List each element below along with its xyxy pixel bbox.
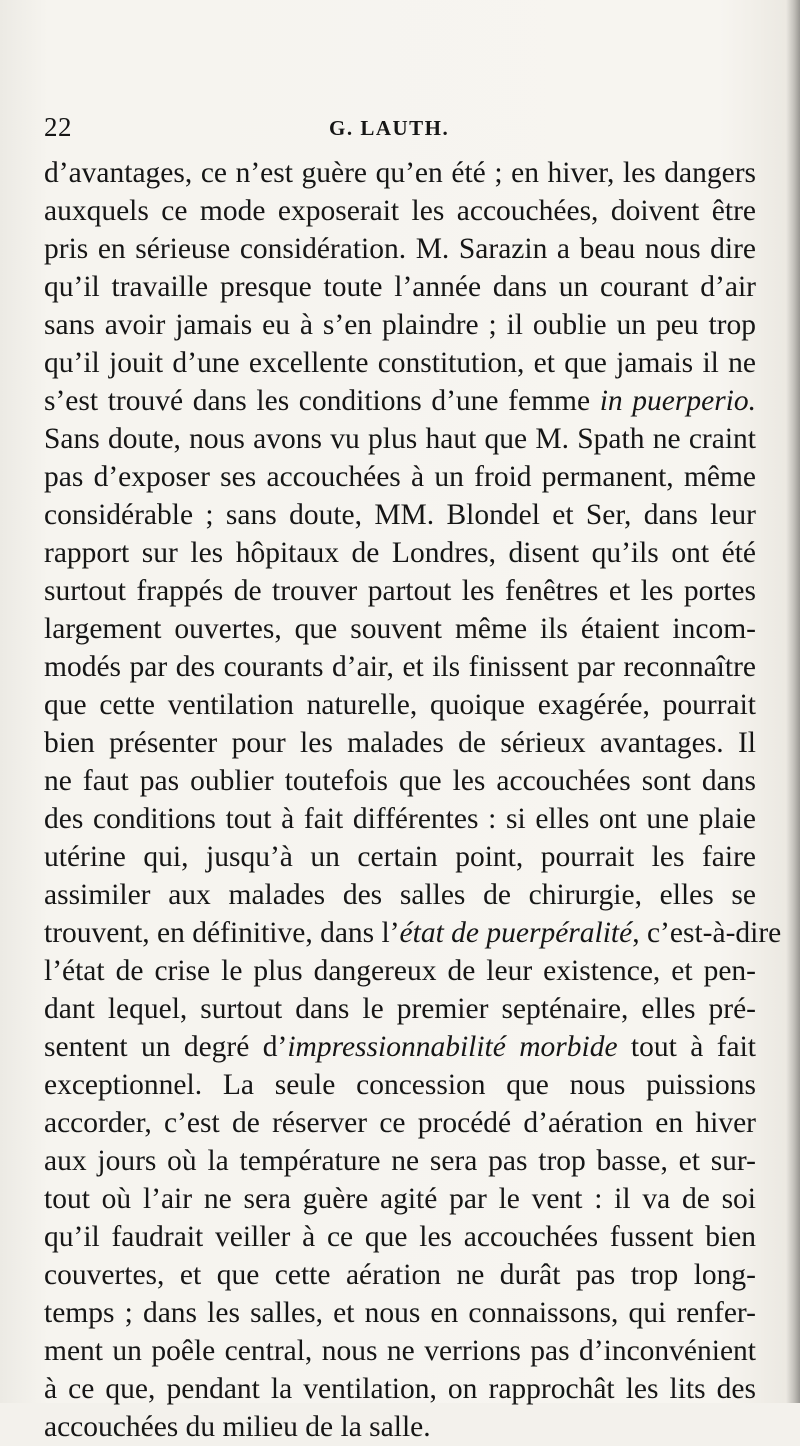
text-line <box>44 268 756 306</box>
text-segment: , c’est-à-dire <box>632 917 782 949</box>
text-line <box>44 306 756 344</box>
text-line <box>44 990 756 1028</box>
text-line <box>44 1104 756 1142</box>
text-line <box>44 610 756 648</box>
text-segment: qu’il jouit d’une excellente constitution, et que jamais il ne <box>44 347 756 379</box>
text-line <box>44 762 756 800</box>
text-segment: temps ; dans les salles, et nous en connaissons, qui renfer- <box>44 1297 756 1329</box>
text-segment: couvertes, et que cette aération ne durât pas trop long- <box>44 1259 756 1291</box>
text-segment: dant lequel, surtout dans le premier septénaire, elles pré- <box>44 993 756 1025</box>
text-segment: bien présenter pour les malades de sérieux avantages. Il <box>44 727 756 759</box>
text-line <box>44 876 756 914</box>
text-segment: qu’il faudrait veiller à ce que les accouchées fussent bien <box>44 1221 756 1253</box>
text-segment: considérable ; sans doute, MM. Blondel et Ser, dans leur <box>44 499 756 531</box>
text-line <box>44 192 756 230</box>
text-line <box>44 1370 756 1408</box>
text-line <box>44 1218 756 1256</box>
text-segment: sentent un degré d’ <box>44 1031 288 1063</box>
text-segment: des conditions tout à fait différentes : si elles ont une plaie <box>44 803 756 835</box>
text-line <box>44 458 756 496</box>
text-segment: s’est trouvé dans les conditions d’une femme <box>44 385 600 417</box>
text-line <box>44 952 756 990</box>
running-head: G. LAUTH. <box>329 116 450 140</box>
page-edge-shadow <box>786 0 800 1403</box>
text-line <box>44 1256 756 1294</box>
text-line <box>44 686 756 724</box>
text-line <box>44 534 756 572</box>
text-segment: assimiler aux malades des salles de chirurgie, elles se <box>44 879 756 911</box>
italic-segment: in puerperio. <box>599 385 757 417</box>
text-segment: accorder, c’est de réserver ce procédé d’aération en hiver <box>44 1107 756 1139</box>
text-line <box>44 1028 756 1066</box>
text-line <box>44 572 756 610</box>
text-segment: modés par des courants d’air, et ils finissent par reconnaître <box>44 651 756 683</box>
text-segment: que cette ventilation naturelle, quoique exagérée, pourrait <box>44 689 756 721</box>
text-line <box>44 1408 756 1446</box>
text-line <box>44 230 756 268</box>
text-line <box>44 648 756 686</box>
text-segment: tout où l’air ne sera guère agité par le vent : il va de soi <box>44 1183 756 1215</box>
text-line <box>44 1066 756 1104</box>
text-line <box>44 800 756 838</box>
text-line <box>44 838 756 876</box>
text-line <box>44 1142 756 1180</box>
text-segment: ment un poêle central, nous ne verrions pas d’inconvénient <box>44 1335 756 1367</box>
text-line <box>44 344 756 382</box>
text-line <box>44 154 756 192</box>
italic-segment: impressionnabilité morbide <box>287 1031 618 1063</box>
text-segment: auxquels ce mode exposerait les accouchées, doivent être <box>44 195 756 227</box>
text-line <box>44 724 756 762</box>
text-segment: sans avoir jamais eu à s’en plaindre ; il oublie un peu trop <box>44 309 756 341</box>
text-line <box>44 1294 756 1332</box>
text-segment: d’avantages, ce n’est guère qu’en été ; en hiver, les dangers <box>44 157 756 189</box>
page-number: 22 <box>44 112 72 142</box>
text-segment: exceptionnel. La seule concession que nous puissions <box>44 1069 756 1101</box>
text-segment: utérine qui, jusqu’à un certain point, pourrait les faire <box>44 841 756 873</box>
text-segment: ne faut pas oublier toutefois que les accouchées sont dans <box>44 765 756 797</box>
text-segment: accouchées du milieu de la salle. <box>44 1411 431 1443</box>
body-text <box>44 154 782 1446</box>
page-header <box>44 108 756 148</box>
text-line <box>44 1332 756 1370</box>
italic-segment: état de puerpéralité <box>399 917 633 949</box>
text-segment: tout à fait <box>617 1031 757 1063</box>
text-segment: l’état de crise le plus dangereux de leur existence, et pen- <box>44 955 756 987</box>
text-segment: qu’il travaille presque toute l’année dans un courant d’air <box>44 271 756 303</box>
text-segment: pris en sérieuse considération. M. Sarazin a beau nous dire <box>44 233 756 265</box>
text-segment: aux jours où la température ne sera pas trop basse, et sur- <box>44 1145 756 1177</box>
text-line <box>44 1180 756 1218</box>
text-segment: Sans doute, nous avons vu plus haut que M. Spath ne craint <box>44 423 756 455</box>
text-line <box>44 496 756 534</box>
text-segment: à ce que, pendant la ventilation, on rapprochât les lits des <box>44 1373 756 1405</box>
text-segment: largement ouvertes, que souvent même ils étaient incom- <box>44 613 756 645</box>
text-segment: pas d’exposer ses accouchées à un froid permanent, même <box>44 461 756 493</box>
text-line <box>44 420 756 458</box>
text-segment: trouvent, en définitive, dans l’ <box>44 917 400 949</box>
text-segment: rapport sur les hôpitaux de Londres, disent qu’ils ont été <box>44 537 756 569</box>
text-line <box>44 382 756 420</box>
text-line <box>44 914 782 952</box>
text-segment: surtout frappés de trouver partout les fenêtres et les portes <box>44 575 756 607</box>
